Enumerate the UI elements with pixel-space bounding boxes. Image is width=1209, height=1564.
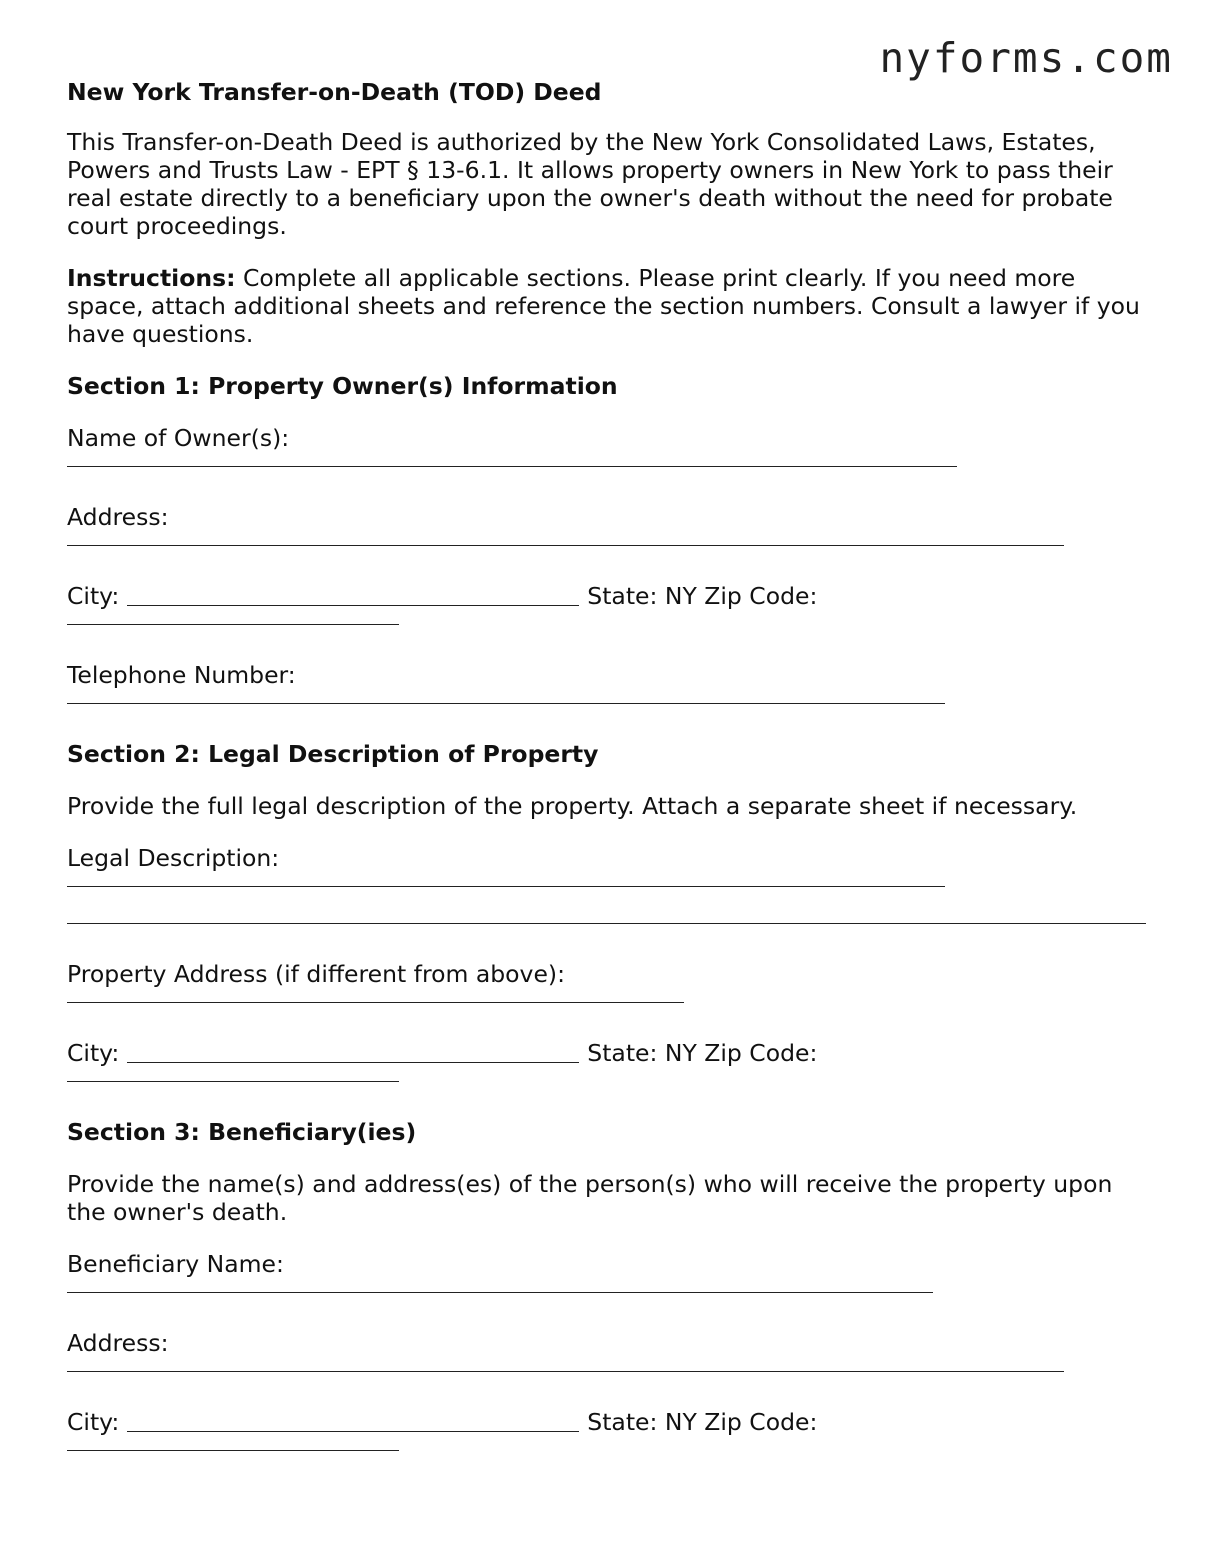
owner-city-field[interactable] <box>127 605 579 606</box>
section-3-instruction: Provide the name(s) and address(es) of the person(s) who will receive the property upon the owner's death. <box>67 1170 1113 1226</box>
site-watermark: nyforms.com <box>879 34 1173 82</box>
owner-city-label: City: <box>67 582 120 610</box>
owner-name-field[interactable] <box>67 466 957 467</box>
document-page <box>67 76 1157 1487</box>
intro-paragraph: This Transfer-on-Death Deed is authorized by the New York Consolidated Laws, Estates, Powers and Trusts Law - EPT § 13-6.1. It allows property owners in New York to pass their real estate directly to a beneficiary upon the owner's death without the need for probate court proceedings. <box>67 128 1113 240</box>
owner-city-row <box>67 582 1157 610</box>
beneficiary-address-label: Address: <box>67 1329 169 1357</box>
property-city-label: City: <box>67 1039 120 1067</box>
beneficiary-name-label: Beneficiary Name: <box>67 1250 284 1278</box>
beneficiary-city-field[interactable] <box>127 1431 579 1432</box>
instructions-paragraph <box>67 264 1157 348</box>
section-3-heading: Section 3: Beneficiary(ies) <box>67 1118 417 1146</box>
property-state-zip-label: State: NY Zip Code: <box>587 1039 818 1067</box>
owner-phone-label: Telephone Number: <box>67 661 296 689</box>
legal-description-label: Legal Description: <box>67 844 280 872</box>
section-2-heading: Section 2: Legal Description of Property <box>67 740 599 768</box>
owner-address-label: Address: <box>67 503 169 531</box>
section-2-instruction: Provide the full legal description of the property. Attach a separate sheet if necessary. <box>67 792 1078 820</box>
beneficiary-city-row <box>67 1408 1157 1436</box>
beneficiary-city-label: City: <box>67 1408 120 1436</box>
owner-address-field[interactable] <box>67 545 1064 546</box>
owner-phone-field[interactable] <box>67 703 945 704</box>
property-city-row <box>67 1039 1157 1067</box>
property-city-field[interactable] <box>127 1062 579 1063</box>
owner-state-zip-label: State: NY Zip Code: <box>587 582 818 610</box>
instructions-text: Complete all applicable sections. Please print clearly. If you need more space, attach additional sheets and reference the section numbers. Consult a lawyer if you have questions. <box>67 264 1140 348</box>
beneficiary-address-field[interactable] <box>67 1371 1064 1372</box>
property-address-label: Property Address (if different from above): <box>67 960 565 988</box>
property-zip-field[interactable] <box>67 1081 399 1082</box>
property-address-field[interactable] <box>67 1002 684 1003</box>
beneficiary-zip-field[interactable] <box>67 1450 399 1451</box>
document-title: New York Transfer-on-Death (TOD) Deed <box>67 78 602 106</box>
section-1-heading: Section 1: Property Owner(s) Information <box>67 372 618 400</box>
instructions-label: Instructions: <box>67 264 236 292</box>
owner-name-label: Name of Owner(s): <box>67 424 290 452</box>
beneficiary-state-zip-label: State: NY Zip Code: <box>587 1408 818 1436</box>
owner-zip-field[interactable] <box>67 624 399 625</box>
legal-description-field-2[interactable] <box>67 923 1146 924</box>
beneficiary-name-field[interactable] <box>67 1292 933 1293</box>
legal-description-field-1[interactable] <box>67 886 945 887</box>
